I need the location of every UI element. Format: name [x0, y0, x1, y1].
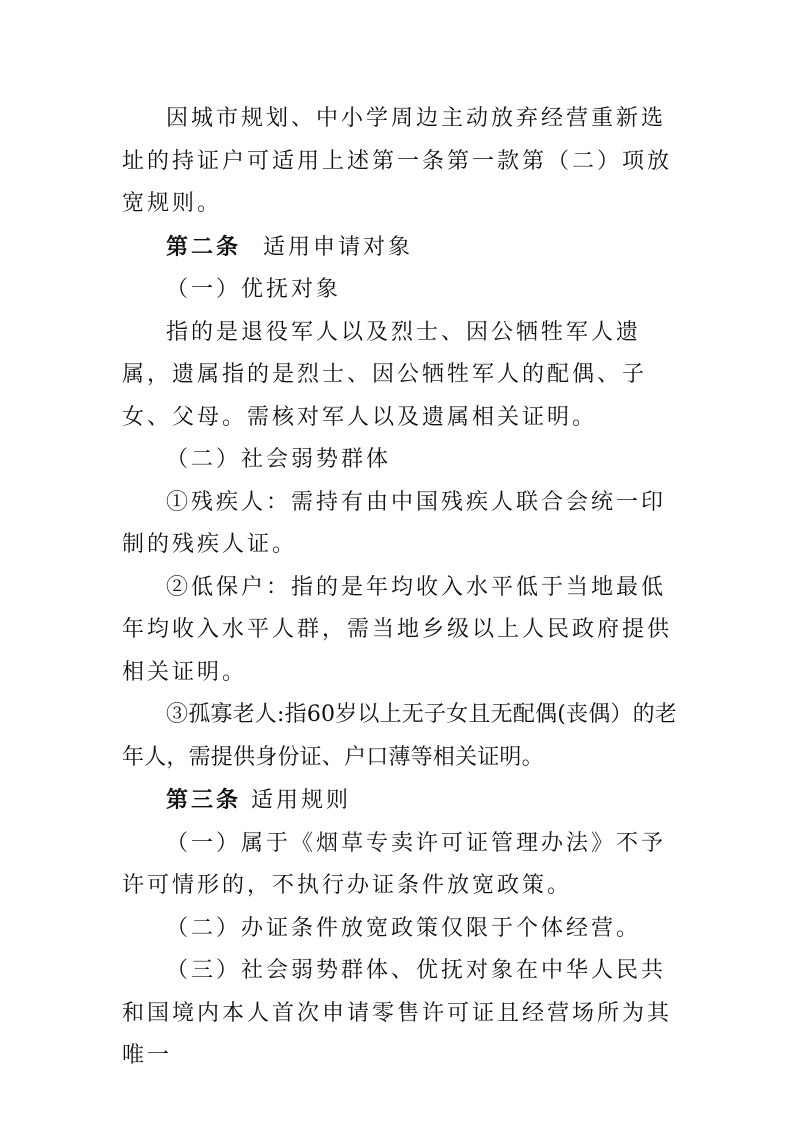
article-3-heading-line — [122, 779, 682, 823]
paragraph-relocation: 因城市规划、中小学周边主动放弃经营重新选址的持证户可适用上述第一条第一款第（二）项放宽规则。 — [122, 106, 673, 216]
rule-2: （二）办证条件放宽政策仅限于个体经营。 — [166, 915, 642, 941]
rule-1: （一）属于《烟草专卖许可证管理办法》不予许可情形的，不执行办证条件放宽政策。 — [122, 830, 667, 898]
section-vulnerable-groups: （二）社会弱势群体 — [166, 447, 392, 472]
article-2-number: 第二条 — [166, 233, 242, 260]
rule-3: （三）社会弱势群体、优抚对象在中华人民共和国境内本人首次申请零售许可证且经营场所为其唯一 — [122, 958, 673, 1068]
item-elderly-alone: ③孤寡老人:指60岁以上无子女且无配偶(丧偶）的老年人，需提供身份证、户口薄等相关证明。 — [122, 702, 677, 770]
item-disabled: ①残疾人：需持有由中国残疾人联合会统一印制的残疾人证。 — [122, 489, 667, 557]
article-2-heading-line — [122, 226, 682, 270]
item-low-income: ②低保户：指的是年均收入水平低于当地最低年均收入水平人群，需当地乡级以上人民政府提供相关证明。 — [122, 574, 673, 685]
article-2-title: 适用申请对象 — [263, 234, 414, 260]
document-body — [122, 98, 682, 1078]
section-preferential-objects: （一）优抚对象 — [166, 277, 342, 302]
paragraph-preferential-definition: 指的是退役军人以及烈士、因公牺牲军人遗属，遗属指的是烈士、因公牺牲军人的配偶、子女、父母。需核对军人以及遗属相关证明。 — [122, 319, 648, 430]
article-3-title: 适用规则 — [251, 788, 352, 813]
article-3-number: 第三条 — [166, 787, 242, 813]
